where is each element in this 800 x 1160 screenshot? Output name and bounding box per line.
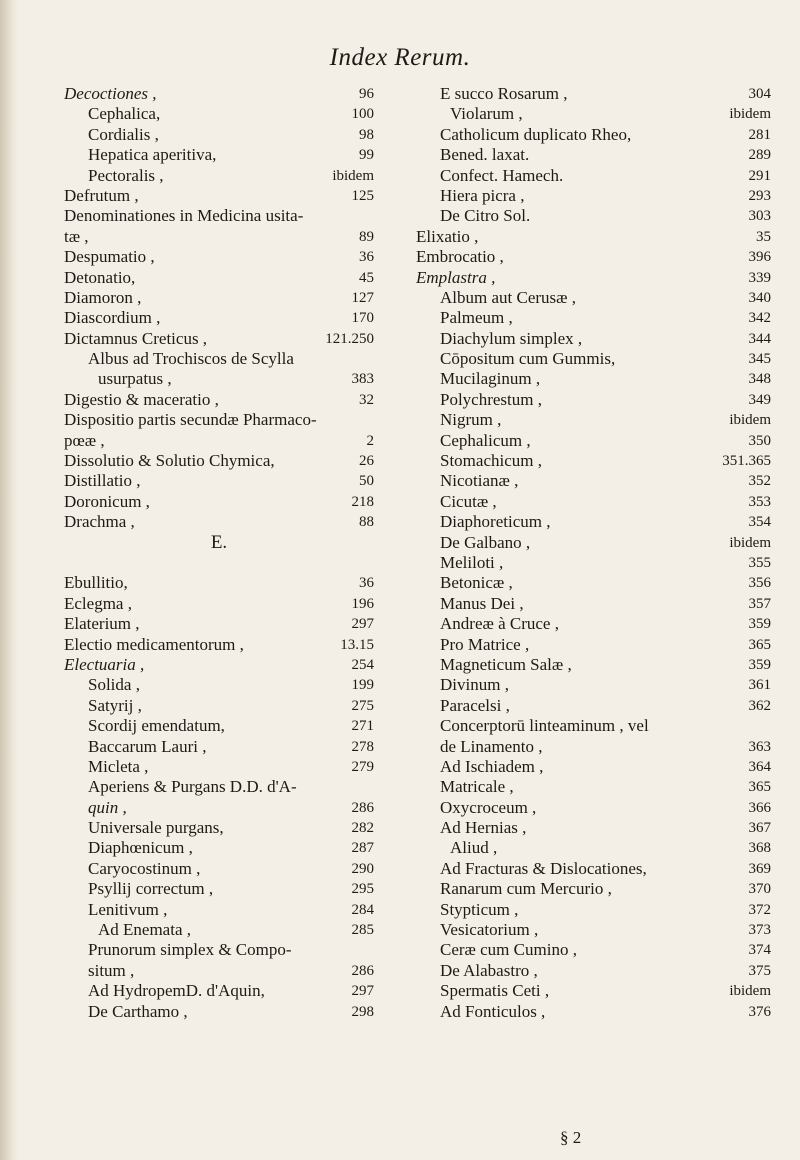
entry-page: 350 (748, 432, 771, 449)
index-entry (64, 818, 374, 838)
entry-page: 99 (359, 147, 374, 164)
entry-term: Ad HydropemD. d'Aquin, (88, 981, 265, 1001)
entry-term: Ad Enemata , (98, 920, 191, 940)
index-entry (64, 614, 374, 634)
entry-page: 298 (351, 1003, 374, 1020)
entry-term: Ad Hernias , (440, 818, 527, 838)
entry-term: Andreæ à Cruce , (440, 614, 559, 634)
entry-page: 351.365 (722, 453, 771, 470)
index-entry (64, 166, 374, 186)
index-entry (416, 390, 771, 410)
entry-term: usurpatus , (98, 369, 172, 389)
entry-page: 284 (351, 901, 374, 918)
entry-page: 348 (748, 371, 771, 388)
entry-page: 2 (366, 432, 374, 449)
index-entry (64, 186, 374, 206)
index-entry (416, 777, 771, 797)
entry-page: 35 (756, 228, 771, 245)
index-entry (416, 206, 771, 226)
index-entry (416, 757, 771, 777)
entry-page: 285 (351, 922, 374, 939)
index-entry (416, 573, 771, 593)
index-entry (64, 227, 374, 247)
index-entry (416, 288, 771, 308)
entry-page: 349 (748, 391, 771, 408)
entry-page: 290 (351, 860, 374, 877)
index-entry (64, 329, 374, 349)
entry-page: 89 (359, 228, 374, 245)
entry-page: 363 (748, 738, 771, 755)
index-entry (64, 879, 374, 899)
index-entry (416, 512, 771, 532)
entry-page: 367 (748, 820, 771, 837)
index-entry (64, 798, 374, 818)
entry-page: 196 (351, 595, 374, 612)
index-entry (416, 431, 771, 451)
entry-term: Electuaria , (64, 654, 145, 674)
entry-page: 303 (748, 208, 771, 225)
entry-page: 293 (748, 187, 771, 204)
entry-term: Electio medicamentorum , (64, 634, 244, 654)
entry-page: 199 (351, 677, 374, 694)
entry-term: Prunorum simplex & Compo- (88, 940, 292, 960)
index-entry (416, 859, 771, 879)
entry-term: Ebullitio, (64, 573, 128, 593)
entry-page: 361 (748, 677, 771, 694)
entry-term: Concerptorū linteaminum , vel (440, 716, 649, 736)
index-entry (64, 859, 374, 879)
entry-term: Caryocostinum , (88, 858, 201, 878)
entry-term: Drachma , (64, 512, 135, 532)
entry-term: Digestio & maceratio , (64, 389, 219, 409)
entry-page: 355 (748, 554, 771, 571)
index-entry (64, 961, 374, 981)
entry-page: 287 (351, 840, 374, 857)
index-entry (416, 879, 771, 899)
entry-term: Doronicum , (64, 491, 150, 511)
entry-term: Manus Dei , (440, 593, 524, 613)
index-entry (64, 390, 374, 410)
index-entry (416, 838, 771, 858)
index-entry (416, 716, 771, 736)
entry-term: Ceræ cum Cumino , (440, 940, 577, 960)
index-entry (64, 512, 374, 532)
binding-shadow (0, 0, 18, 1160)
entry-term: situm , (88, 960, 135, 980)
entry-page: 353 (748, 493, 771, 510)
index-entry (416, 104, 771, 124)
entry-page: 127 (351, 289, 374, 306)
entry-term: Confect. Hamech. (440, 165, 564, 185)
entry-term: Oxycroceum , (440, 797, 537, 817)
entry-page: ibidem (729, 412, 771, 429)
entry-term: Album aut Cerusæ , (440, 287, 576, 307)
entry-page: 279 (351, 758, 374, 775)
entry-term: Scordij emendatum, (88, 716, 225, 736)
entry-page: 297 (351, 616, 374, 633)
entry-page: 374 (748, 942, 771, 959)
entry-term: Eclegma , (64, 593, 132, 613)
entry-term: De Alabastro , (440, 960, 538, 980)
entry-term: Diaphoreticum , (440, 512, 551, 532)
index-entry (64, 104, 374, 124)
entry-term: Albus ad Trochiscos de Scylla (88, 349, 294, 369)
entry-term: Elaterium , (64, 614, 140, 634)
index-entry (416, 84, 771, 104)
entry-term: Paracelsi , (440, 695, 510, 715)
entry-page: ibidem (729, 534, 771, 551)
entry-term: Elixatio , (416, 226, 479, 246)
entry-term: Cōpositum cum Gummis, (440, 349, 616, 369)
entry-page: ibidem (332, 167, 374, 184)
entry-page: 359 (748, 616, 771, 633)
index-entry (416, 145, 771, 165)
index-entry (416, 471, 771, 491)
entry-term: Pro Matrice , (440, 634, 530, 654)
left-column (64, 84, 374, 1022)
entry-term: Palmeum , (440, 308, 513, 328)
entry-term: Aliud , (450, 838, 498, 858)
index-entry (64, 288, 374, 308)
index-entry (416, 553, 771, 573)
entry-term: Dictamnus Creticus , (64, 328, 208, 348)
entry-page: 370 (748, 881, 771, 898)
index-entry (64, 492, 374, 512)
entry-term: Micleta , (88, 756, 149, 776)
index-entry (416, 410, 771, 430)
entry-page: 364 (748, 758, 771, 775)
index-entry (64, 777, 374, 797)
entry-page: 396 (748, 249, 771, 266)
entry-term: Meliloti , (440, 552, 504, 572)
entry-term: Cephalica, (88, 104, 161, 124)
entry-term: De Galbano , (440, 532, 531, 552)
entry-term: Matricale , (440, 777, 514, 797)
index-entry (64, 369, 374, 389)
entry-page: 368 (748, 840, 771, 857)
entry-page: 383 (351, 371, 374, 388)
entry-term: Vesicatorium , (440, 920, 539, 940)
entry-term: Dispositio partis secundæ Pharmaco- (64, 410, 317, 430)
entry-term: Divinum , (440, 675, 509, 695)
index-entry (64, 247, 374, 267)
entry-page: 286 (351, 962, 374, 979)
entry-page: 304 (748, 86, 771, 102)
entry-page: 36 (359, 249, 374, 266)
index-entry (416, 635, 771, 655)
index-entry (64, 268, 374, 288)
entry-term: Defrutum , (64, 185, 139, 205)
index-entry (64, 206, 374, 226)
entry-page: 365 (748, 779, 771, 796)
index-entry (416, 696, 771, 716)
index-entry (416, 1002, 771, 1022)
entry-term: Emplastra , (416, 267, 496, 287)
entry-term: Ad Ischiadem , (440, 756, 544, 776)
index-entry (64, 349, 374, 369)
index-entry (416, 451, 771, 471)
index-entry (64, 655, 374, 675)
index-entry (416, 818, 771, 838)
entry-term: Diachylum simplex , (440, 328, 583, 348)
entry-page: 13.15 (340, 636, 374, 653)
entry-page: 359 (748, 656, 771, 673)
entry-term: Diamoron , (64, 287, 142, 307)
entry-page: ibidem (729, 983, 771, 1000)
index-entry (416, 981, 771, 1001)
entry-page: 121.250 (325, 330, 374, 347)
entry-term: Pectoralis , (88, 165, 164, 185)
index-entry (416, 125, 771, 145)
page-header: Index Rerum. (329, 44, 471, 71)
entry-page: 26 (359, 453, 374, 470)
index-entry (416, 186, 771, 206)
entry-term: Baccarum Lauri , (88, 736, 207, 756)
entry-term: Cicutæ , (440, 491, 497, 511)
entry-page: 345 (748, 351, 771, 368)
index-entry (64, 900, 374, 920)
index-entry (416, 900, 771, 920)
entry-page: 275 (351, 697, 374, 714)
entry-term: Polychrestum , (440, 389, 542, 409)
entry-page: 278 (351, 738, 374, 755)
entry-term: Embrocatio , (416, 247, 504, 267)
entry-term: Diaphœnicum , (88, 838, 193, 858)
entry-term: Magneticum Salæ , (440, 654, 572, 674)
entry-page: 271 (351, 718, 374, 735)
entry-page: 376 (748, 1003, 771, 1020)
index-entry (64, 145, 374, 165)
index-entry (416, 268, 771, 288)
index-entry (64, 675, 374, 695)
entry-page: 45 (359, 269, 374, 286)
index-entry (64, 308, 374, 328)
index-entry (416, 655, 771, 675)
entry-term: De Carthamo , (88, 1001, 188, 1021)
entry-page: 344 (748, 330, 771, 347)
entry-term: De Citro Sol. (440, 206, 531, 226)
entry-page: 291 (748, 167, 771, 184)
index-entry (416, 737, 771, 757)
index-entry (416, 349, 771, 369)
entry-page: 340 (748, 289, 771, 306)
entry-page: 289 (748, 147, 771, 164)
index-entry (64, 84, 374, 104)
index-entry (64, 1002, 374, 1022)
index-entry (416, 369, 771, 389)
entry-page: 352 (748, 473, 771, 490)
entry-page: 339 (748, 269, 771, 286)
entry-term: Bened. laxat. (440, 145, 530, 165)
entry-page: 88 (359, 514, 374, 531)
index-entry (416, 227, 771, 247)
entry-page: 369 (748, 860, 771, 877)
index-entry (64, 533, 374, 553)
entry-page: 254 (351, 656, 374, 673)
index-entry (64, 940, 374, 960)
entry-page: 373 (748, 922, 771, 939)
entry-page: 282 (351, 820, 374, 837)
entry-term: Ad Fracturas & Dislocationes, (440, 858, 647, 878)
signature-mark: § 2 (560, 1128, 582, 1147)
index-entry (64, 635, 374, 655)
entry-page: 357 (748, 595, 771, 612)
entry-term: Diascordium , (64, 308, 161, 328)
index-entry (416, 594, 771, 614)
entry-term: Denominationes in Medicina usita- (64, 206, 304, 226)
index-entry (64, 757, 374, 777)
index-entry (416, 675, 771, 695)
entry-term: E succo Rosarum , (440, 84, 568, 103)
entry-term: Cephalicum , (440, 430, 531, 450)
index-entry (416, 329, 771, 349)
index-entry (64, 920, 374, 940)
entry-page: 218 (351, 493, 374, 510)
entry-page: 362 (748, 697, 771, 714)
index-entry (416, 961, 771, 981)
entry-page: 50 (359, 473, 374, 490)
index-entry (416, 920, 771, 940)
entry-term: Universale purgans, (88, 818, 224, 838)
entry-page: 286 (351, 799, 374, 816)
entry-page: ibidem (729, 106, 771, 123)
entry-term: Satyrij , (88, 695, 142, 715)
index-entry (416, 798, 771, 818)
index-entry (64, 981, 374, 1001)
entry-term: Despumatio , (64, 247, 155, 267)
entry-page: 356 (748, 575, 771, 592)
entry-term: Stomachicum , (440, 451, 542, 471)
entry-term: Nicotianæ , (440, 471, 519, 491)
entry-page: 32 (359, 391, 374, 408)
index-entry (64, 410, 374, 430)
index-entry (64, 696, 374, 716)
entry-page: 100 (351, 106, 374, 123)
index-entry (416, 614, 771, 634)
entry-term: de Linamento , (440, 736, 543, 756)
index-entry (64, 573, 374, 593)
entry-term: Catholicum duplicato Rheo, (440, 124, 632, 144)
entry-term: quin , (88, 797, 127, 817)
index-entry (416, 166, 771, 186)
index-entry (64, 125, 374, 145)
entry-term: Ranarum cum Mercurio , (440, 879, 612, 899)
entry-page: 36 (359, 575, 374, 592)
right-column (416, 84, 771, 1022)
entry-term: Stypticum , (440, 899, 519, 919)
index-entry (416, 247, 771, 267)
entry-term: Cordialis , (88, 124, 159, 144)
index-entry (64, 737, 374, 757)
entry-page: 354 (748, 514, 771, 531)
index-entry (64, 838, 374, 858)
index-entry (64, 471, 374, 491)
entry-page: 98 (359, 126, 374, 143)
entry-page: 96 (359, 86, 374, 102)
entry-page: 372 (748, 901, 771, 918)
index-entry (64, 594, 374, 614)
entry-term: Psyllij correctum , (88, 879, 214, 899)
entry-term: Distillatio , (64, 471, 141, 491)
entry-term: tæ , (64, 226, 89, 246)
entry-page: 170 (351, 310, 374, 327)
entry-term: Solida , (88, 675, 140, 695)
entry-term: Spermatis Ceti , (440, 981, 550, 1001)
entry-term: Hepatica aperitiva, (88, 145, 217, 165)
index-entry (64, 553, 374, 573)
index-entry (416, 940, 771, 960)
entry-term: Violarum , (450, 104, 523, 124)
entry-term: Aperiens & Purgans D.D. d'A- (88, 777, 297, 797)
entry-page: 297 (351, 983, 374, 1000)
index-entry (416, 492, 771, 512)
entry-term: E. (210, 531, 228, 553)
index-entry (64, 716, 374, 736)
index-entry (64, 451, 374, 471)
entry-term: Hiera picra , (440, 185, 525, 205)
entry-term: Nigrum , (440, 410, 502, 430)
entry-term: Decoctiones , (64, 84, 157, 103)
entry-page: 342 (748, 310, 771, 327)
entry-term: Dissolutio & Solutio Chymica, (64, 451, 275, 471)
entry-term: Lenitivum , (88, 899, 168, 919)
index-entry (416, 308, 771, 328)
entry-page: 125 (351, 187, 374, 204)
entry-page: 365 (748, 636, 771, 653)
index-entry (64, 431, 374, 451)
entry-term: Ad Fonticulos , (440, 1001, 546, 1021)
entry-term: Mucilaginum , (440, 369, 541, 389)
entry-term: Betonicæ , (440, 573, 513, 593)
entry-term: pœæ , (64, 430, 105, 450)
index-entry (416, 533, 771, 553)
entry-page: 281 (748, 126, 771, 143)
entry-page: 295 (351, 881, 374, 898)
entry-page: 366 (748, 799, 771, 816)
entry-term: Detonatio, (64, 267, 136, 287)
entry-page: 375 (748, 962, 771, 979)
